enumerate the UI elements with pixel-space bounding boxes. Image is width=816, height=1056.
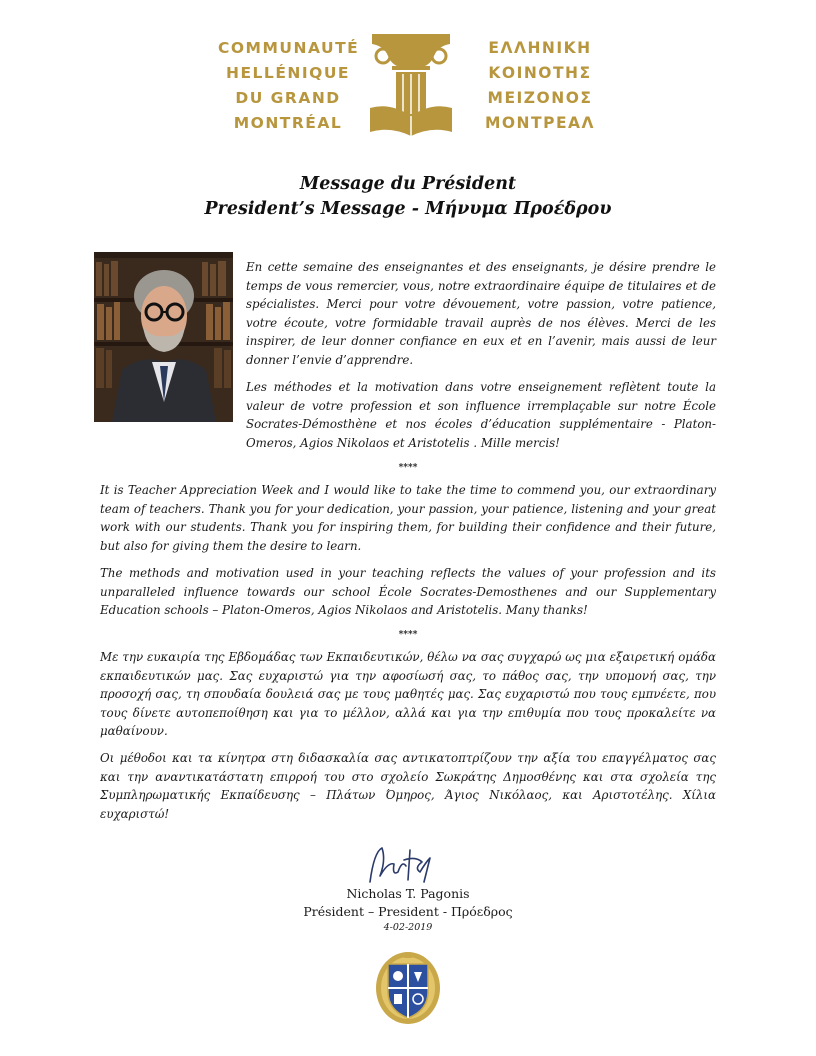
title-line-french: Message du Président xyxy=(299,174,517,194)
coat-of-arms-seal-icon xyxy=(374,948,442,1026)
handwritten-signature-icon xyxy=(364,842,444,888)
org-gr-line-3: ΜΕΙΖΟΝΟΣ xyxy=(487,89,593,107)
signatory-name: Nicholas T. Pagonis xyxy=(346,886,470,901)
org-fr-line-1: COMMUNAUTÉ xyxy=(218,39,360,57)
paragraph-english-2: The methods and motivation used in your teaching reflects the values of your profession and its unparalleled influence towards our school École Socrates-Demosthenes and our Supplementary Education schools – Platon-Omeros, Agios Nikolaos and Aristotelis. Many thanks! xyxy=(100,566,716,618)
signatory-role: Président – President - Πρόεδρος xyxy=(303,904,513,919)
org-name-french xyxy=(218,36,358,136)
org-gr-line-2: ΚΟΙΝΟΤΗΣ xyxy=(488,64,592,82)
paragraph-greek-1: Με την ευκαιρία της Εβδομάδας των Εκπαιδευτικών, θέλω να σας συγχαρώ ως μια εξαιρετική ομάδα εκπαιδευτικών μας. Σας ευχαριστώ για την αφοσίωσή σας, το πάθος σας, την υπομονή σας, την προσοχή σας, τη σπουδαία δουλειά σας με τους μαθητές μας. Σας ευχαριστώ που τους εμπνέετε, που τους δίνετε αυτοπεποίθηση και για το μέλλον, αλλά και για την επιθυμία που τους προκαλείτε να μαθαίνουν. xyxy=(100,650,716,739)
letterhead xyxy=(0,28,816,138)
ionic-column-book-logo-icon xyxy=(366,30,456,136)
org-fr-line-3: DU GRAND xyxy=(235,89,341,107)
document-title xyxy=(0,172,816,222)
title-line-english-greek: President’s Message - Μήνυμα Προέδρου xyxy=(204,199,612,219)
paragraph-french-2: Les méthodes et la motivation dans votre enseignement reflètent toute la valeur de votre profession et son influence irremplaçable sur notre École Socrates-Démosthène et nos écoles d’éducation supplémentaire - Platon-Omeros, Agios Nikolaos et Aristotelis . Mille mercis! xyxy=(246,380,716,450)
paragraph-french-1: En cette semaine des enseignantes et des enseignants, je désire prendre le temps de vous remercier, vous, notre extraordinaire équipe de titulaires et de spécialistes. Merci pour votre dévouement, votre passion, votre patience, votre écoute, votre formidable travail auprès de nos élèves. Merci de les inspirer, de leur donner confiance en eux et en l’avenir, mais aussi de leur donner l’envie d’apprendre. xyxy=(246,260,716,367)
president-portrait-icon xyxy=(94,252,233,422)
paragraph-english-1: It is Teacher Appreciation Week and I would like to take the time to commend you, our extraordinary team of teachers. Thank you for your dedication, your passion, your patience, listening and your great work with our students. Thank you for inspiring them, for building their confidence and their future, but also for giving them the desire to learn. xyxy=(100,483,716,553)
org-name-greek xyxy=(470,36,610,136)
section-separator: **** xyxy=(398,630,418,640)
letter-date: 4-02-2019 xyxy=(383,922,433,933)
org-gr-line-4: ΜΟΝΤΡΕΑΛ xyxy=(484,114,596,132)
section-separator: **** xyxy=(398,463,418,473)
org-gr-line-1: ΕΛΛΗΝΙΚΗ xyxy=(488,39,592,57)
org-fr-line-2: HELLÉNIQUE xyxy=(226,64,350,82)
paragraph-greek-2: Οι μέθοδοι και τα κίνητρα στη διδασκαλία σας αντικατοπτρίζουν την αξία του επαγγέλματος σας και την αναντικατάστατη επιρροή του στο σχολείο Σωκράτης Δημοσθένης και στα σχολεία της Συμπληρωματικής Εκπαίδευσης – Πλάτων Όμηρος, Άγιος Νικόλαος, και Αριστοτέλης. Χίλια ευχαριστώ! xyxy=(100,751,716,821)
org-fr-line-4: MONTRÉAL xyxy=(233,114,343,132)
